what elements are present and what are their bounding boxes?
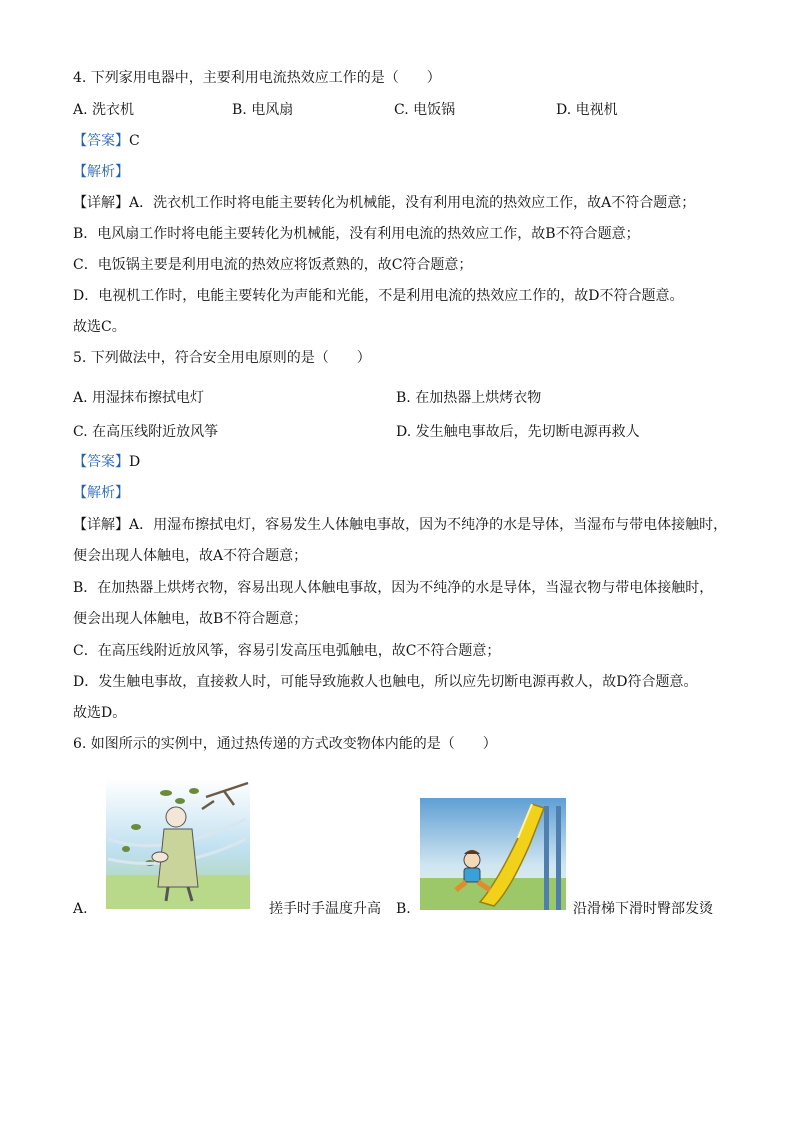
q5-detail-c: C．在高压线附近放风筝，容易引发高压电弧触电，故C不符合题意； — [73, 643, 501, 659]
q5-detail-line-1 — [73, 515, 727, 535]
q6-stem: 6. 如图所示的实例中，通过热传递的方式改变物体内能的是（ ） — [73, 736, 497, 752]
q4-conclusion: 故选C。 — [73, 319, 126, 335]
q6-option-b-caption: 沿滑梯下滑时臀部发烫 — [573, 901, 713, 917]
rubbing-hands-illustration — [106, 779, 250, 909]
q4-option-a: A. 洗衣机 — [73, 102, 135, 118]
q4-answer: C — [129, 133, 140, 149]
q4-option-b: B. 电风扇 — [232, 102, 294, 118]
q5-detail-b-cont: 便会出现人体触电，故B不符合题意； — [73, 611, 308, 627]
q5-conclusion: 故选D。 — [73, 705, 127, 721]
q4-answer-line — [73, 131, 140, 151]
q5-analysis-tag: 【解析】 — [73, 485, 129, 501]
answer-tag: 【答案】 — [73, 454, 129, 470]
q5-answer-line — [73, 452, 140, 472]
q4-detail-d: D．电视机工作时，电能主要转化为声能和光能，不是利用电流的热效应工作的，故D不符合题意。 — [73, 288, 684, 304]
q6-option-a-letter: A. — [73, 901, 88, 917]
q4-detail-b: B．电风扇工作时将电能主要转化为机械能，没有利用电流的热效应工作，故B不符合题意； — [73, 226, 640, 242]
q5-stem: 5. 下列做法中，符合安全用电原则的是（ ） — [73, 350, 371, 366]
q5-answer: D — [129, 454, 141, 470]
q6-option-a-caption: 搓手时手温度升高 — [269, 901, 381, 917]
detail-tag: 【详解】 — [73, 195, 129, 211]
detail-tag: 【详解】 — [73, 517, 129, 533]
q5-option-a: A. 用湿抹布擦拭电灯 — [73, 390, 205, 406]
slide-illustration — [420, 798, 566, 910]
q5-detail-a: A．用湿布擦拭电灯，容易发生人体触电事故，因为不纯净的水是导体，当湿布与带电体接触时， — [129, 517, 728, 533]
answer-tag: 【答案】 — [73, 133, 129, 149]
q4-analysis-tag: 【解析】 — [73, 164, 129, 180]
q6-option-b-letter: B. — [396, 901, 411, 917]
q5-option-c: C. 在高压线附近放风筝 — [73, 424, 219, 440]
q4-detail-line-1 — [73, 193, 695, 213]
q4-option-d: D. 电视机 — [556, 102, 618, 118]
q4-detail-c: C．电饭锅主要是利用电流的热效应将饭煮熟的，故C符合题意； — [73, 257, 473, 273]
q4-option-c: C. 电饭锅 — [394, 102, 456, 118]
q4-detail-a: A．洗衣机工作时将电能主要转化为机械能，没有利用电流的热效应工作，故A不符合题意； — [129, 195, 696, 211]
q5-option-d: D. 发生触电事故后，先切断电源再救人 — [396, 424, 640, 440]
q4-stem: 4. 下列家用电器中，主要利用电流热效应工作的是（ ） — [73, 70, 441, 86]
q5-detail-d: D．发生触电事故，直接救人时，可能导致施救人也触电，所以应先切断电源再救人，故D符合题意。 — [73, 674, 698, 690]
q5-detail-a-cont: 便会出现人体触电，故A不符合题意； — [73, 548, 308, 564]
q5-detail-b: B．在加热器上烘烤衣物，容易出现人体触电事故，因为不纯净的水是导体，当湿衣物与带电体接触时， — [73, 580, 714, 596]
q5-option-b: B. 在加热器上烘烤衣物 — [396, 390, 542, 406]
